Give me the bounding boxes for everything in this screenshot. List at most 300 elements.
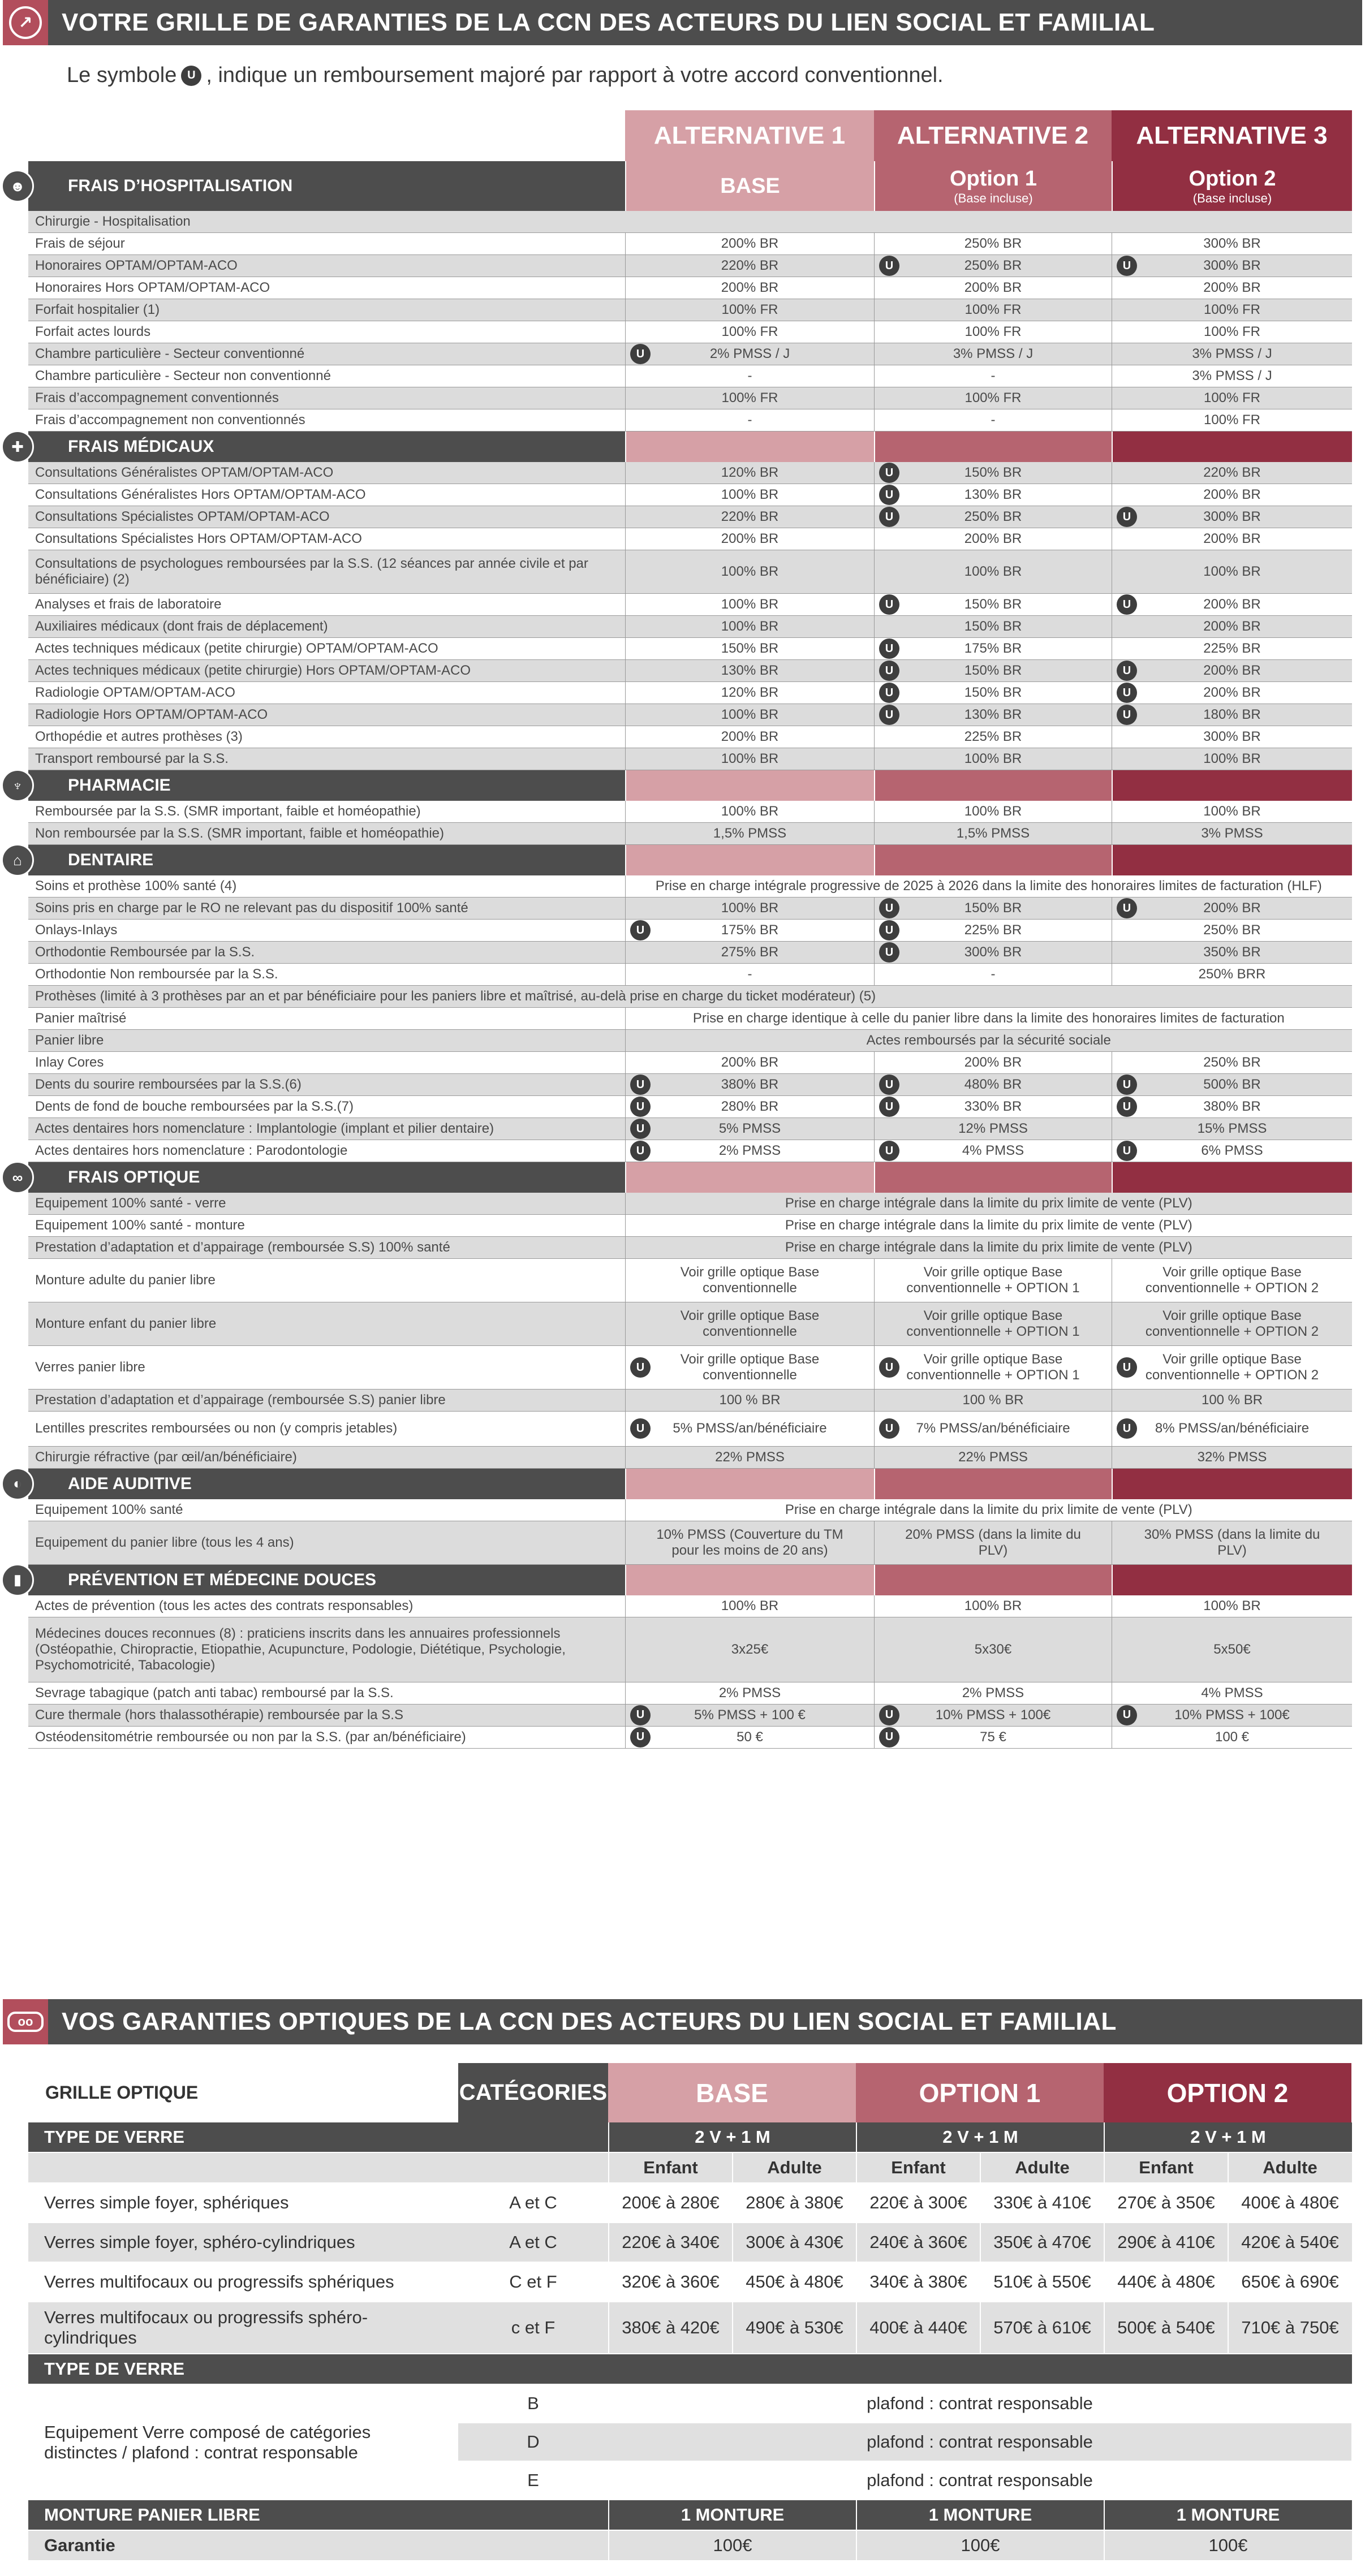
- blank-cell: [458, 2531, 608, 2560]
- section-header-prev: [13, 1565, 1352, 1595]
- alternative-3-header: ALTERNATIVE 3: [1112, 110, 1352, 161]
- row-value-2: [874, 321, 1112, 343]
- row-value-text: 2% PMSS: [718, 1685, 781, 1701]
- table-row: [28, 1595, 1352, 1617]
- majoration-badge-icon: U: [1117, 507, 1137, 527]
- categories-header: CATÉGORIES: [458, 2063, 608, 2122]
- table-row: [28, 233, 1352, 255]
- col-head-sub: (Base incluse): [954, 191, 1033, 205]
- row-label: Cure thermale (hors thalassothérapie) remboursée par la S.S: [35, 1707, 403, 1723]
- row-value-3: [1112, 1682, 1352, 1704]
- row-value-2: [874, 748, 1112, 770]
- row-value-text: 22% PMSS: [958, 1449, 1028, 1465]
- row-value-text: 100% BR: [721, 900, 779, 916]
- section-title-optique: [12, 1162, 625, 1193]
- row-value-text: 150% BR: [964, 900, 1022, 916]
- majoration-badge-icon: U: [879, 485, 899, 505]
- majoration-badge-icon: U: [879, 920, 899, 940]
- row-label: Equipement 100% santé - verre: [35, 1196, 226, 1211]
- row-span-value: Prise en charge intégrale progressive de 2025 à 2026 dans la limite des honoraires limites de facturation (HLF): [625, 875, 1352, 897]
- section-title-prev: [13, 1565, 625, 1595]
- row-value-3: [1112, 726, 1352, 748]
- majoration-badge-icon: U: [630, 920, 651, 940]
- section-col-head: [625, 845, 874, 875]
- row-label: Chirurgie réfractive (par œil/an/bénéficiaire): [35, 1449, 297, 1465]
- row-value-3: [1112, 1412, 1352, 1446]
- row-value-text: 130% BR: [721, 663, 779, 678]
- row-value-2: [874, 942, 1112, 963]
- row-value-text: 10% PMSS + 100€: [935, 1707, 1051, 1723]
- row-value-text: 5x30€: [974, 1641, 1012, 1657]
- row-value-text: 100% FR: [964, 302, 1022, 317]
- section-title-med: [11, 432, 625, 462]
- section-col-head: [874, 432, 1112, 462]
- row-value-3: [1112, 528, 1352, 550]
- row-value-2: [874, 387, 1112, 409]
- row-value-text: -: [991, 412, 996, 428]
- majoration-badge-icon: U: [879, 1097, 899, 1117]
- row-value-2: [874, 920, 1112, 941]
- row-value-2: [874, 897, 1112, 919]
- row-value-text: 4% PMSS: [1201, 1685, 1263, 1701]
- type-verre-label: TYPE DE VERRE: [44, 2127, 185, 2147]
- row-value-text: 200% BR: [1203, 663, 1261, 678]
- row-value-1: [625, 1705, 874, 1726]
- table-row: [28, 1521, 1352, 1565]
- row-value-text: 20% PMSS (dans la limite du PLV): [905, 1526, 1081, 1558]
- verre-range: 420€ à 540€: [1228, 2223, 1351, 2262]
- row-value-2: [874, 528, 1112, 550]
- verre-range: 330€ à 410€: [980, 2184, 1104, 2222]
- majoration-badge-icon: U: [1117, 1075, 1137, 1095]
- alternative-2-header: ALTERNATIVE 2: [874, 110, 1112, 161]
- row-label: Orthodontie Non remboursée par la S.S.: [35, 966, 278, 982]
- row-value-text: 380% BR: [1203, 1099, 1261, 1114]
- majoration-badge-icon: U: [1117, 683, 1137, 703]
- row-value-text: 10% PMSS + 100€: [1174, 1707, 1290, 1723]
- section-col-head: [625, 432, 874, 462]
- row-value-3: [1112, 1096, 1352, 1117]
- majoration-badge-icon: U: [630, 1705, 651, 1725]
- section-title-text: PHARMACIE: [68, 776, 171, 795]
- row-value-2: [874, 1412, 1112, 1446]
- row-value-3: [1112, 484, 1352, 506]
- row-label: Ostéodensitométrie remboursée ou non par la S.S. (par an/bénéficiaire): [35, 1729, 466, 1745]
- adulte-header: Adulte: [980, 2153, 1104, 2182]
- row-value-3: [1112, 343, 1352, 365]
- row-value-1: [625, 528, 874, 550]
- row-label: Equipement 100% santé - monture: [35, 1218, 245, 1233]
- row-value-text: Voir grille optique Base conventionnelle + OPTION 1: [906, 1265, 1080, 1296]
- row-value-3: [1112, 1118, 1352, 1140]
- row-value-3: [1112, 1302, 1352, 1345]
- row-value-3: [1112, 897, 1352, 919]
- row-value-text: 380% BR: [721, 1077, 779, 1092]
- row-value-text: 200% BR: [1203, 619, 1261, 634]
- section-header-pharma: [12, 770, 1352, 801]
- row-value-3: [1112, 1140, 1352, 1162]
- majoration-badge-icon: U: [1117, 898, 1137, 918]
- row-label: Chirurgie - Hospitalisation: [35, 214, 191, 229]
- row-value-text: 200% BR: [721, 531, 779, 546]
- row-value-text: 200% BR: [721, 280, 779, 295]
- row-value-2: [874, 660, 1112, 681]
- row-value-2: [874, 277, 1112, 299]
- row-span-value: Prise en charge intégrale dans la limite du prix limite de vente (PLV): [625, 1193, 1352, 1214]
- row-label: Remboursée par la S.S. (SMR important, faible et homéopathie): [35, 804, 421, 819]
- row-value-3: [1112, 1617, 1352, 1682]
- majoration-badge-icon: U: [1117, 1418, 1137, 1439]
- row-label: Frais d’accompagnement non conventionnés: [35, 412, 305, 428]
- table-row: [28, 1346, 1352, 1390]
- tooth-icon: ⌂: [1, 844, 34, 877]
- table-row: [28, 409, 1352, 432]
- row-value-text: 5x50€: [1213, 1641, 1251, 1657]
- table-row: [28, 343, 1352, 365]
- bottle-icon: ▮: [1, 1564, 34, 1596]
- monture-label: MONTURE PANIER LIBRE: [44, 2505, 260, 2525]
- row-value-text: Voir grille optique Base conventionnelle + OPTION 2: [1145, 1352, 1319, 1383]
- garantie-value: 100€: [856, 2531, 1104, 2560]
- row-value-text: -: [747, 412, 752, 428]
- optic-grid: [28, 2063, 1352, 2561]
- row-value-1: [625, 1682, 874, 1704]
- row-label: Equipement 100% santé: [35, 1501, 183, 1517]
- row-value-3: [1112, 920, 1352, 941]
- row-value-2: [874, 1140, 1112, 1162]
- row-value-text: 100% BR: [721, 619, 779, 634]
- majoration-badge-icon: U: [879, 898, 899, 918]
- row-label: Actes techniques médicaux (petite chirurgie) OPTAM/OPTAM-ACO: [35, 641, 438, 656]
- table-row: [28, 550, 1352, 594]
- option2-header: OPTION 2: [1104, 2063, 1351, 2122]
- row-value-text: 100% FR: [1203, 324, 1261, 339]
- row-value-2: [874, 616, 1112, 637]
- table-row: [28, 986, 1352, 1008]
- option1-header: OPTION 1: [856, 2063, 1104, 2122]
- row-value-text: 3% PMSS / J: [1192, 346, 1272, 361]
- row-value-text: 225% BR: [964, 729, 1022, 744]
- row-value-text: 32% PMSS: [1197, 1449, 1267, 1465]
- equip-label: 2 V + 1 M: [856, 2122, 1104, 2152]
- verre-category: A et C: [509, 2193, 557, 2212]
- optic-title-banner: [3, 1999, 1362, 2044]
- row-label: Panier maîtrisé: [35, 1011, 127, 1026]
- blank-cell: [458, 2500, 608, 2530]
- verre-range: 400€ à 440€: [856, 2302, 980, 2353]
- blank-cell: [458, 2153, 608, 2182]
- row-value-text: 225% BR: [1203, 641, 1261, 656]
- optic-row: [28, 2122, 1352, 2153]
- table-row: [28, 299, 1352, 321]
- row-value-text: 175% BR: [964, 641, 1022, 656]
- table-row: [28, 1727, 1352, 1749]
- table-row: [28, 1237, 1352, 1259]
- row-value-2: [874, 1259, 1112, 1302]
- row-value-3: [1112, 321, 1352, 343]
- distinct-block: [28, 2385, 1352, 2500]
- ear-icon: ◐: [1, 1468, 34, 1500]
- row-value-text: Voir grille optique Base conventionnelle + OPTION 2: [1145, 1265, 1319, 1296]
- row-value-text: 200% BR: [1203, 487, 1261, 502]
- distinct-category: B: [527, 2393, 539, 2413]
- blank-cell: [28, 2153, 458, 2182]
- section-col-head: [625, 1162, 874, 1193]
- distinct-label: Equipement Verre composé de catégories distinctes / plafond : contrat responsable: [44, 2422, 371, 2462]
- optic-row: [458, 2423, 1351, 2462]
- row-value-2: [874, 1052, 1112, 1073]
- row-value-text: 100% BR: [1203, 564, 1261, 579]
- row-value-2: [874, 409, 1112, 431]
- row-label: Forfait hospitalier (1): [35, 302, 160, 317]
- row-value-text: 100% BR: [721, 487, 779, 502]
- majoration-badge-icon: U: [879, 638, 899, 659]
- table-row: [28, 801, 1352, 823]
- row-value-text: 100% BR: [721, 1598, 779, 1613]
- grid-title: VOTRE GRILLE DE GARANTIES DE LA CCN DES ACTEURS DU LIEN SOCIAL ET FAMILIAL: [62, 8, 1155, 36]
- row-value-text: 7% PMSS/an/bénéficiaire: [916, 1421, 1070, 1436]
- row-value-text: 100 % BR: [962, 1392, 1024, 1408]
- row-value-text: 150% BR: [964, 465, 1022, 480]
- table-row: [28, 1682, 1352, 1705]
- row-label: Consultations Spécialistes Hors OPTAM/OPTAM-ACO: [35, 531, 362, 546]
- row-value-2: [874, 1617, 1112, 1682]
- section-col-head: [874, 1469, 1112, 1499]
- row-value-text: 200% BR: [964, 280, 1022, 295]
- majoration-badge-icon: U: [879, 1727, 899, 1747]
- verre-range: 200€ à 280€: [608, 2184, 732, 2222]
- distinct-value: plafond : contrat responsable: [867, 2470, 1093, 2490]
- glasses-icon: oo: [3, 1999, 48, 2044]
- row-value-1: [625, 484, 874, 506]
- blank-cell: [458, 2122, 608, 2152]
- majoration-badge-icon: U: [630, 1418, 651, 1439]
- row-value-text: 200% BR: [1203, 685, 1261, 700]
- section-col-head: [874, 845, 1112, 875]
- row-value-1: [625, 1390, 874, 1411]
- table-row: [28, 616, 1352, 638]
- optic-row: [28, 2500, 1352, 2531]
- row-label: Transport remboursé par la S.S.: [35, 751, 229, 766]
- table-row: [28, 1412, 1352, 1447]
- medical-bag-icon: ✚: [1, 430, 34, 463]
- optic-row: [28, 2153, 1352, 2184]
- row-value-3: [1112, 409, 1352, 431]
- table-row: [28, 1259, 1352, 1302]
- majoration-badge-icon: U: [879, 256, 899, 276]
- row-value-text: -: [991, 966, 996, 982]
- row-value-text: Voir grille optique Base conventionnelle + OPTION 1: [906, 1308, 1080, 1339]
- table-row: [28, 1617, 1352, 1682]
- row-value-text: 100% FR: [1203, 412, 1261, 428]
- row-value-text: 150% BR: [964, 619, 1022, 634]
- legend-text-after: , indique un remboursement majoré par rapport à votre accord conventionnel.: [206, 63, 944, 87]
- row-value-text: Voir grille optique Base conventionnelle: [680, 1352, 820, 1383]
- row-value-text: 3x25€: [731, 1641, 769, 1657]
- row-label: Soins et prothèse 100% santé (4): [35, 878, 237, 894]
- row-value-3: [1112, 682, 1352, 704]
- section-col-head: [625, 1469, 874, 1499]
- row-value-text: 100 % BR: [719, 1392, 781, 1408]
- table-row: [28, 387, 1352, 409]
- table-row: [28, 506, 1352, 528]
- row-value-2: [874, 1346, 1112, 1389]
- row-value-1: [625, 1052, 874, 1073]
- row-value-text: 300% BR: [1203, 509, 1261, 524]
- row-label: Prestation d’adaptation et d’appairage (remboursée S.S) panier libre: [35, 1392, 446, 1408]
- majoration-badge-icon: U: [630, 1097, 651, 1117]
- section-col-head: [1112, 845, 1352, 875]
- optic-header: [28, 2063, 1352, 2122]
- distinct-rows: [458, 2385, 1351, 2500]
- row-label: Consultations de psychologues remboursées par la S.S. (12 séances par année civile et par bénéficiaire) (2): [35, 556, 588, 587]
- table-row: [28, 682, 1352, 704]
- row-value-3: [1112, 1727, 1352, 1748]
- row-value-text: 100% FR: [1203, 390, 1261, 405]
- majoration-badge-icon: U: [879, 594, 899, 615]
- row-value-2: [874, 1595, 1112, 1617]
- row-value-2: [874, 1521, 1112, 1564]
- row-value-text: 200% BR: [721, 1055, 779, 1070]
- row-value-3: [1112, 942, 1352, 963]
- row-value-text: 120% BR: [721, 465, 779, 480]
- verre-label: Verres simple foyer, sphériques: [44, 2193, 289, 2212]
- row-value-text: 250% BR: [1203, 922, 1261, 938]
- row-value-text: 12% PMSS: [958, 1121, 1028, 1136]
- row-value-text: 100% BR: [721, 707, 779, 722]
- row-label: Soins pris en charge par le RO ne relevant pas du dispositif 100% santé: [35, 900, 468, 916]
- row-value-text: -: [747, 368, 752, 383]
- section-title-text: PRÉVENTION ET MÉDECINE DOUCES: [68, 1570, 377, 1589]
- majoration-badge-icon: U: [879, 1418, 899, 1439]
- guarantee-grid: [10, 110, 1352, 1749]
- row-value-2: [874, 682, 1112, 704]
- section-col-head: [625, 770, 874, 801]
- row-value-text: 300% BR: [1203, 258, 1261, 273]
- row-value-text: 15% PMSS: [1197, 1121, 1267, 1136]
- row-value-1: [625, 942, 874, 963]
- row-value-text: 100% BR: [1203, 804, 1261, 819]
- row-value-3: [1112, 277, 1352, 299]
- row-value-text: 200% BR: [721, 236, 779, 251]
- garantie-value: 100€: [1104, 2531, 1351, 2560]
- majoration-badge-icon: U: [879, 1705, 899, 1725]
- row-label: Orthopédie et autres prothèses (3): [35, 729, 243, 744]
- row-value-text: 280% BR: [721, 1099, 779, 1114]
- section-col-head: [1112, 1469, 1352, 1499]
- row-value-2: [874, 365, 1112, 387]
- verre-range: 220€ à 340€: [608, 2223, 732, 2262]
- row-label: Honoraires Hors OPTAM/OPTAM-ACO: [35, 280, 270, 295]
- row-value-text: 100% BR: [721, 564, 779, 579]
- table-row: [28, 875, 1352, 897]
- majoration-badge-icon: U: [1117, 594, 1137, 615]
- row-label: Non remboursée par la S.S. (SMR important, faible et homéopathie): [35, 826, 445, 841]
- section-title-text: FRAIS MÉDICAUX: [68, 437, 214, 456]
- verre-range: 710€ à 750€: [1228, 2302, 1351, 2353]
- table-row: [28, 897, 1352, 920]
- majoration-badge-icon: U: [630, 1727, 651, 1747]
- row-value-2: [874, 823, 1112, 844]
- row-label: Radiologie OPTAM/OPTAM-ACO: [35, 685, 235, 700]
- alternative-1-header: ALTERNATIVE 1: [625, 110, 874, 161]
- optic-row: [28, 2263, 1352, 2302]
- distinct-value: plafond : contrat responsable: [867, 2432, 1093, 2452]
- col-head-title: Option 2: [1189, 166, 1276, 191]
- row-label: Panier libre: [35, 1033, 104, 1048]
- row-value-1: [625, 594, 874, 615]
- row-label: Prestation d’adaptation et d’appairage (remboursée S.S) 100% santé: [35, 1240, 450, 1255]
- table-row: [28, 528, 1352, 550]
- row-value-text: 300% BR: [1203, 236, 1261, 251]
- row-value-3: [1112, 1705, 1352, 1726]
- table-row: [28, 277, 1352, 299]
- row-value-2: [874, 462, 1112, 484]
- col-head-title: Option 1: [949, 166, 1037, 191]
- row-label: Consultations Spécialistes OPTAM/OPTAM-ACO: [35, 509, 330, 524]
- row-value-text: 300% BR: [964, 944, 1022, 960]
- row-value-1: [625, 1617, 874, 1682]
- majoration-badge-icon: U: [630, 1141, 651, 1161]
- row-value-text: 100% FR: [964, 390, 1022, 405]
- optic-row: [28, 2184, 1352, 2223]
- row-value-3: [1112, 365, 1352, 387]
- row-value-text: Voir grille optique Base conventionnelle: [680, 1308, 820, 1339]
- row-value-1: [625, 704, 874, 726]
- row-span-value: Actes remboursés par la sécurité sociale: [625, 1030, 1352, 1051]
- row-value-text: 500% BR: [1203, 1077, 1261, 1092]
- majoration-badge-icon: U: [879, 1357, 899, 1378]
- majoration-badge-icon: U: [879, 683, 899, 703]
- row-value-text: 100% BR: [964, 804, 1022, 819]
- section-header-hosp: [10, 161, 1352, 211]
- row-value-2: [874, 964, 1112, 985]
- verre-range: 350€ à 470€: [980, 2223, 1104, 2262]
- col-head-sub: (Base incluse): [1192, 191, 1272, 205]
- row-value-text: 220% BR: [721, 258, 779, 273]
- section-col-head: [874, 770, 1112, 801]
- row-label: Chambre particulière - Secteur non conventionné: [35, 368, 331, 383]
- majoration-badge-icon: U: [879, 705, 899, 725]
- verre-range: 300€ à 430€: [732, 2223, 856, 2262]
- row-value-3: [1112, 1390, 1352, 1411]
- majoration-badge-icon: U: [879, 1141, 899, 1161]
- row-label: Onlays-Inlays: [35, 922, 118, 938]
- row-value-text: 100% FR: [721, 390, 778, 405]
- row-value-text: 100% FR: [1203, 302, 1261, 317]
- majoration-badge-icon: U: [1117, 661, 1137, 681]
- optic-row: [28, 2531, 1352, 2561]
- verre-range: 510€ à 550€: [980, 2263, 1104, 2301]
- chart-up-icon: ↗: [3, 0, 48, 45]
- section-title-pharma: [12, 770, 625, 801]
- verre-range: 570€ à 610€: [980, 2302, 1104, 2353]
- row-value-text: 300% BR: [1203, 729, 1261, 744]
- row-value-1: [625, 409, 874, 431]
- row-value-1: [625, 1302, 874, 1345]
- section-col-head: [874, 1565, 1112, 1595]
- row-value-text: 480% BR: [964, 1077, 1022, 1092]
- section-col-head: [625, 161, 874, 211]
- verre-category: A et C: [509, 2232, 557, 2252]
- equip-label: 2 V + 1 M: [608, 2122, 856, 2152]
- verre-range: 240€ à 360€: [856, 2223, 980, 2262]
- row-value-text: 100% FR: [721, 302, 778, 317]
- row-value-1: [625, 1118, 874, 1140]
- row-value-2: [874, 255, 1112, 277]
- row-value-text: 100% BR: [964, 564, 1022, 579]
- row-value-1: [625, 964, 874, 985]
